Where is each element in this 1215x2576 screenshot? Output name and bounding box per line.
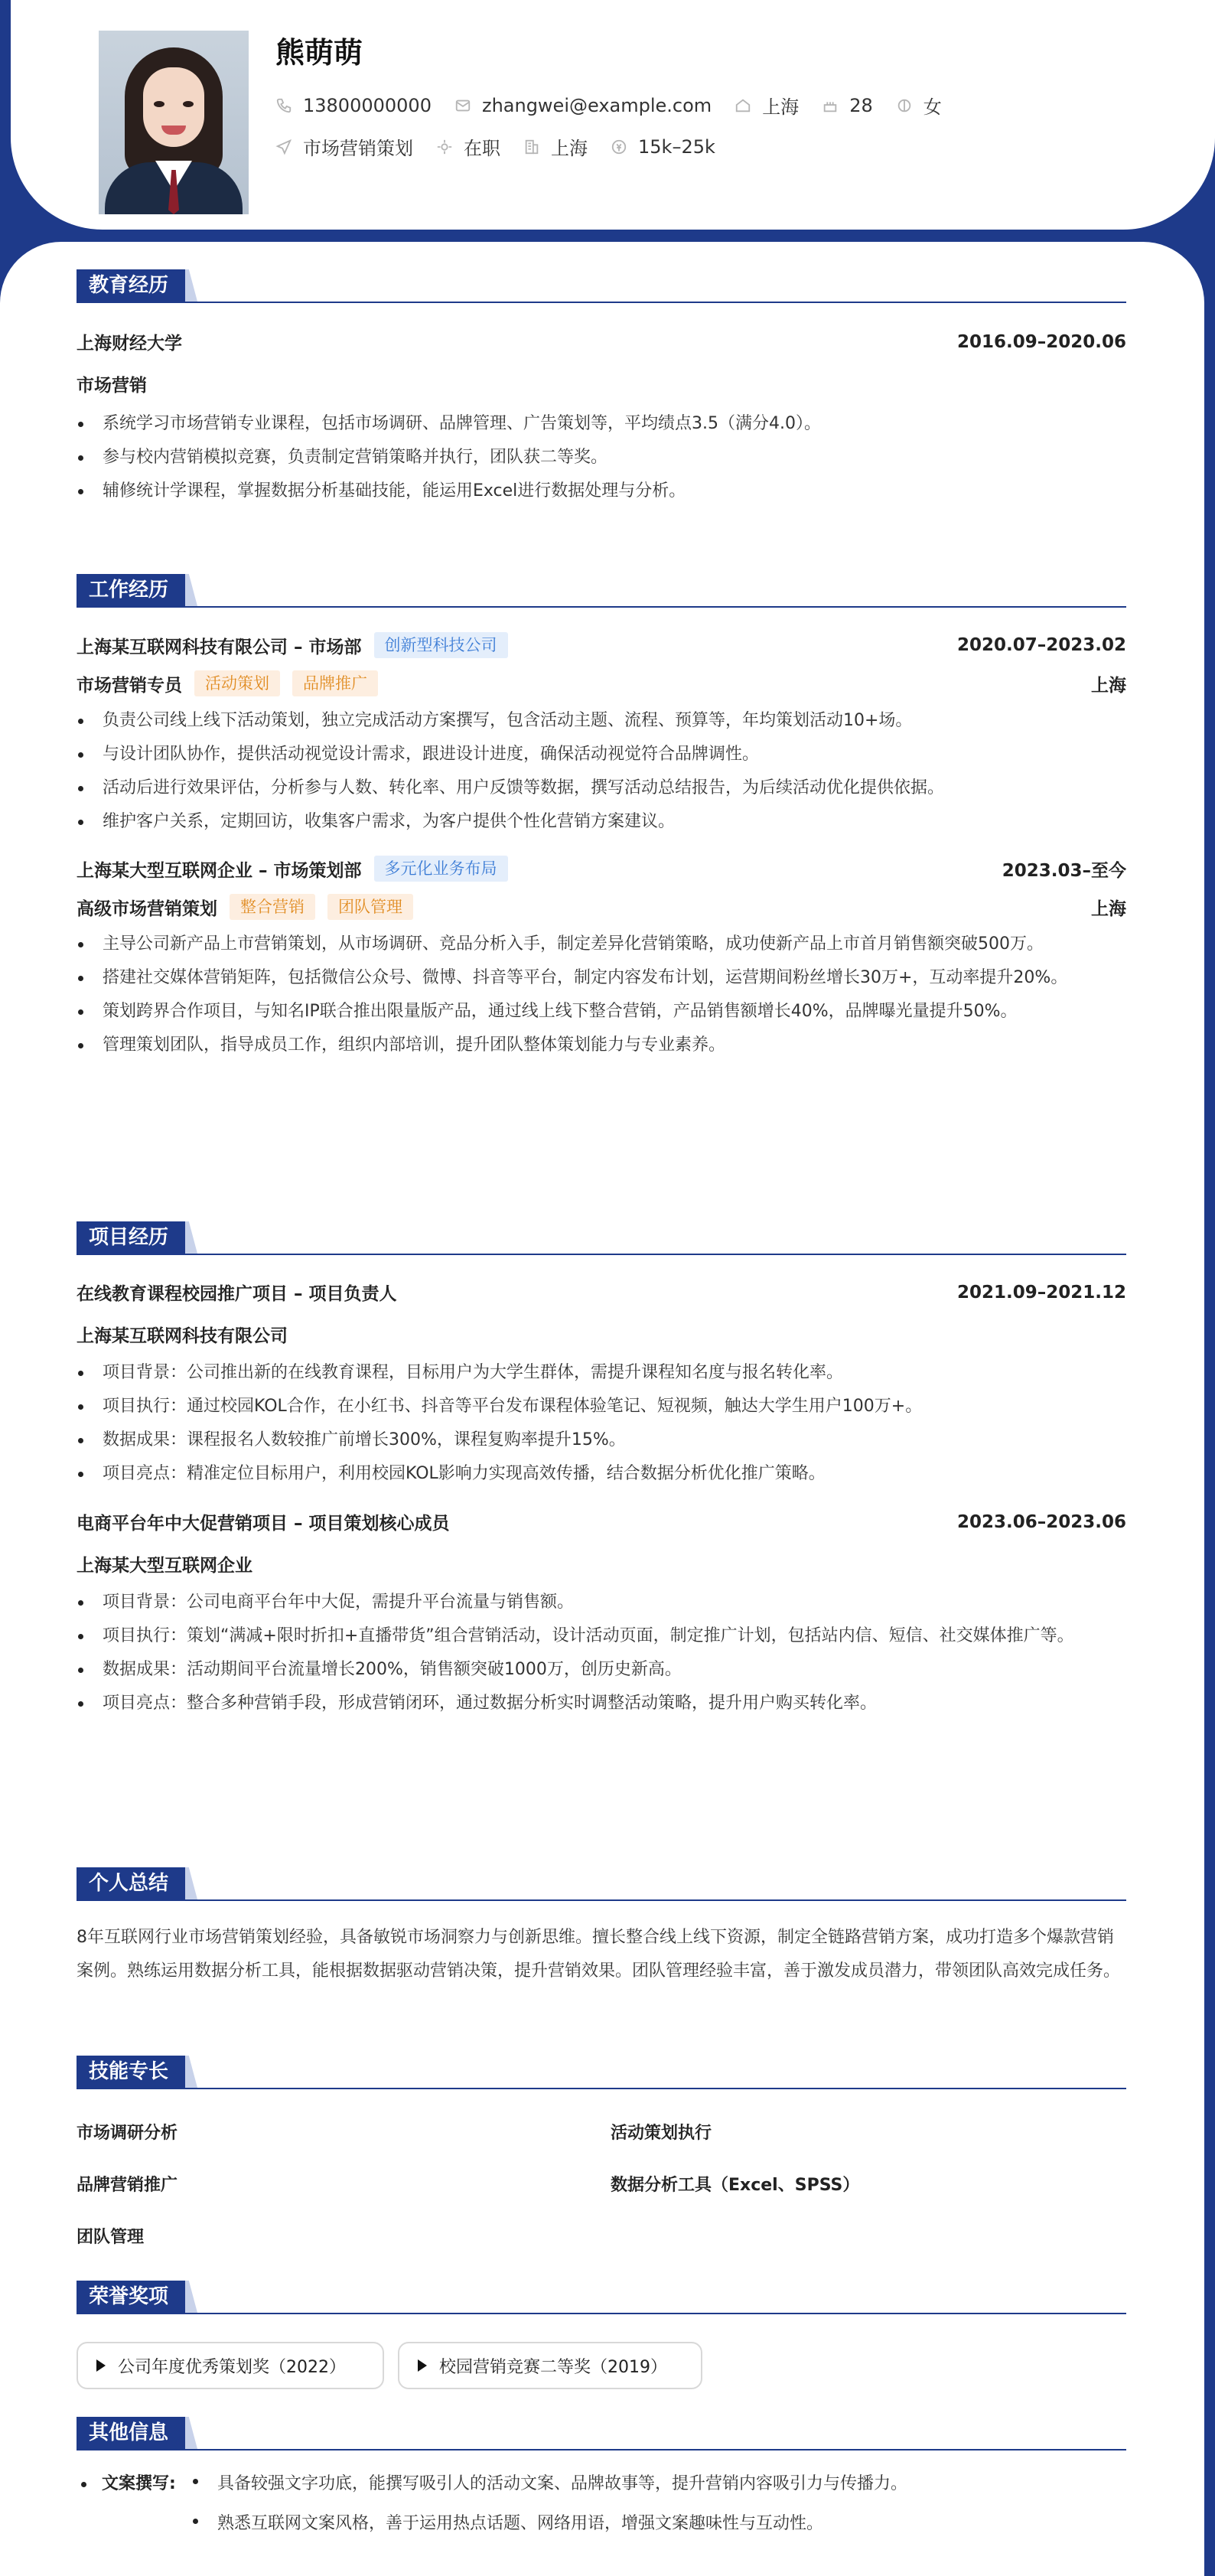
project-bullets	[77, 1586, 1126, 1720]
project-org: 上海某大型互联网企业	[77, 1556, 252, 1576]
job-location: 上海	[1091, 675, 1126, 696]
skill-name: 市场调研分析	[77, 2124, 178, 2143]
job-bullets	[77, 704, 1126, 839]
job-role: 市场营销专员	[77, 675, 182, 696]
list-item: 熟悉互联网文案风格，善于运用热点话题、网络用语，增强文案趣味性与互动性。	[191, 2504, 1126, 2544]
list-item: 活动后进行效果评估，分析参与人数、转化率、用户反馈等数据，撰写活动总结报告，为后续活动优化提供依据。	[77, 771, 1126, 805]
list-item: 负责公司线上线下活动策划，独立完成活动方案撰写，包含活动主题、流程、预算等，年均策划活动10+场。	[77, 704, 1126, 738]
intent-row	[275, 133, 738, 160]
list-item: 搭建社交媒体营销矩阵，包括微信公众号、微博、抖音等平台，制定内容发布计划，运营期间粉丝增长30万+，互动率提升20%。	[77, 961, 1126, 995]
award-badge: 公司年度优秀策划奖（2022）	[77, 2342, 384, 2389]
project-name: 在线教育课程校园推广项目 – 项目负责人	[77, 1284, 397, 1304]
triangle-icon	[96, 2359, 106, 2372]
building-icon	[523, 139, 540, 155]
company-name: 上海某互联网科技有限公司 – 市场部	[77, 637, 362, 657]
status-icon	[436, 139, 453, 155]
other-bullets	[191, 2464, 1126, 2544]
job-bullets	[77, 928, 1126, 1062]
skill-name: 品牌营销推广	[77, 2176, 178, 2195]
company-name: 上海某大型互联网企业 – 市场策划部	[77, 860, 362, 881]
major: 市场营销	[77, 376, 147, 396]
triangle-icon	[418, 2359, 427, 2372]
section-title: 技能专长	[77, 2056, 185, 2088]
role-tag: 品牌推广	[292, 670, 378, 696]
project-period: 2023.06–2023.06	[956, 1511, 1126, 1532]
skill-name: 活动策划执行	[611, 2124, 712, 2143]
list-item: 项目执行：策划“满减+限时折扣+直播带货”组合营销活动，设计活动页面，制定推广计划，包括站内信、短信、社交媒体推广等。	[77, 1619, 1126, 1653]
section-title: 工作经历	[77, 574, 185, 606]
other-label: 文案撰写:	[102, 2474, 176, 2493]
section-title: 教育经历	[77, 269, 185, 302]
phone-icon	[275, 97, 292, 114]
info-home: 上海	[735, 92, 799, 119]
education-section	[77, 269, 1126, 508]
project-org: 上海某互联网科技有限公司	[77, 1326, 288, 1346]
info-gender: 女	[896, 92, 942, 119]
section-title: 个人总结	[77, 1867, 185, 1899]
info-position: 市场营销策划	[275, 133, 413, 160]
company-tag: 多元化业务布局	[374, 856, 508, 882]
bullet-dot	[81, 2482, 86, 2487]
salary-icon	[611, 139, 627, 155]
award-badge: 校园营销竞赛二等奖（2019）	[398, 2342, 702, 2389]
list-item: 系统学习市场营销专业课程，包括市场调研、品牌管理、广告策划等，平均绩点3.5（满分4.0）。	[77, 407, 1126, 441]
list-item: 参与校内营销模拟竞赛，负责制定营销策略并执行，团队获二等奖。	[77, 441, 1126, 474]
skill-name: 团队管理	[77, 2228, 145, 2247]
section-title: 其他信息	[77, 2417, 185, 2449]
candidate-name: 熊萌萌	[275, 36, 363, 70]
avatar	[99, 31, 249, 214]
send-icon	[275, 139, 292, 155]
edu-period: 2016.09–2020.06	[956, 331, 1126, 352]
project-period: 2021.09–2021.12	[956, 1282, 1126, 1303]
list-item: 数据成果：课程报名人数较推广前增长300%，课程复购率提升15%。	[77, 1423, 1126, 1457]
skills-section	[77, 2056, 1126, 2255]
age-icon	[822, 97, 839, 114]
role-tag: 整合营销	[230, 894, 315, 920]
list-item: 策划跨界合作项目，与知名IP联合推出限量版产品，通过线上线下整合营销，产品销售额增长40%，品牌曝光量提升50%。	[77, 995, 1126, 1029]
work-section	[77, 574, 1126, 1062]
project-name: 电商平台年中大促营销项目 – 项目策划核心成员	[77, 1514, 450, 1534]
section-title: 荣誉奖项	[77, 2281, 185, 2313]
list-item: 项目背景：公司电商平台年中大促，需提升平台流量与销售额。	[77, 1586, 1126, 1619]
role-tag: 活动策划	[194, 670, 280, 696]
list-item: 具备较强文字功底，能撰写吸引人的活动文案、品牌故事等，提升营销内容吸引力与传播力。	[191, 2464, 1126, 2504]
info-age: 28	[822, 95, 873, 116]
info-phone: 13800000000	[275, 95, 432, 116]
list-item: 主导公司新产品上市营销策划，从市场调研、竞品分析入手，制定差异化营销策略，成功使新产品上市首月销售额突破500万。	[77, 928, 1126, 961]
edu-bullets	[77, 407, 1126, 508]
list-item: 管理策划团队，指导成员工作，组织内部培训，提升团队整体策划能力与专业素养。	[77, 1029, 1126, 1062]
other-section	[77, 2417, 1126, 2544]
job-period: 2020.07–2023.02	[956, 635, 1126, 655]
home-icon	[735, 97, 751, 114]
school-name: 上海财经大学	[77, 334, 182, 354]
gender-icon	[896, 97, 913, 114]
summary-text: 8年互联网行业市场营销策划经验，具备敏锐市场洞察力与创新思维。擅长整合线上线下资源，制定全链路营销方案，成功打造多个爆款营销案例。熟练运用数据分析工具，能根据数据驱动营销决策，提升营销效果。团队管理经验丰富，善于激发成员潜力，带领团队高效完成任务。	[77, 1928, 1121, 1981]
job-role: 高级市场营销策划	[77, 898, 217, 919]
info-status: 在职	[436, 133, 500, 160]
info-email: zhangwei@example.com	[454, 95, 712, 116]
contact-row	[275, 92, 965, 119]
list-item: 与设计团队协作，提供活动视觉设计需求，跟进设计进度，确保活动视觉符合品牌调性。	[77, 738, 1126, 771]
role-tag: 团队管理	[327, 894, 413, 920]
skill-name: 数据分析工具（Excel、SPSS）	[611, 2176, 860, 2195]
job-period: 2023.03–至今	[1002, 860, 1126, 881]
list-item: 项目执行：通过校园KOL合作，在小红书、抖音等平台发布课程体验笔记、短视频，触达大学生用户100万+。	[77, 1390, 1126, 1423]
list-item: 项目亮点：精准定位目标用户，利用校园KOL影响力实现高效传播，结合数据分析优化推广策略。	[77, 1457, 1126, 1491]
company-tag: 创新型科技公司	[374, 632, 508, 658]
info-city: 上海	[523, 133, 588, 160]
honors-section	[77, 2281, 1126, 2314]
info-salary: 15k–25k	[611, 136, 715, 158]
list-item: 维护客户关系，定期回访，收集客户需求，为客户提供个性化营销方案建议。	[77, 805, 1126, 839]
section-title: 项目经历	[77, 1221, 185, 1254]
project-bullets	[77, 1356, 1126, 1491]
list-item: 项目背景：公司推出新的在线教育课程，目标用户为大学生群体，需提升课程知名度与报名转化率。	[77, 1356, 1126, 1390]
job-location: 上海	[1091, 898, 1126, 919]
list-item: 项目亮点：整合多种营销手段，形成营销闭环，通过数据分析实时调整活动策略，提升用户购买转化率。	[77, 1687, 1126, 1720]
list-item: 数据成果：活动期间平台流量增长200%，销售额突破1000万，创历史新高。	[77, 1653, 1126, 1687]
list-item: 辅修统计学课程，掌握数据分析基础技能，能运用Excel进行数据处理与分析。	[77, 474, 1126, 508]
projects-section	[77, 1221, 1126, 1720]
mail-icon	[454, 97, 471, 114]
summary-section	[77, 1867, 1126, 1988]
